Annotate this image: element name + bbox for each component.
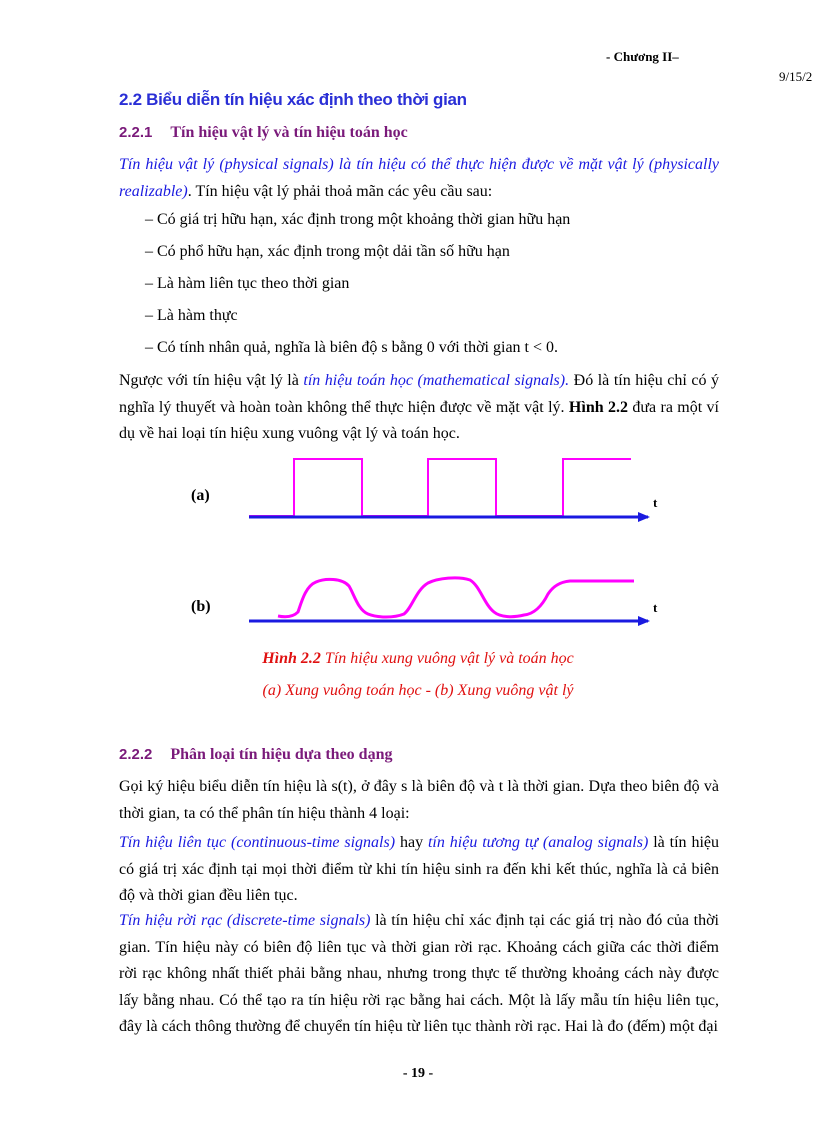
mathematical-signal-term: tín hiệu toán học (mathematical signals).: [303, 372, 570, 389]
bullet-item: – Có tính nhân quả, nghĩa là biên độ s bằng 0 với thời gian t < 0.: [145, 339, 559, 356]
date-header: 9/15/2: [779, 69, 813, 84]
intro-rest: . Tín hiệu vật lý phải thoả mãn các yêu cầu sau:: [187, 182, 493, 200]
continuous-signal-paragraph: Tín hiệu liên tục (continuous-time signals) hay tín hiệu tương tự (analog signals) là tín hiệu có giá trị xác định tại mọi thời điểm từ khi tín hiệu sinh ra đến khi kết thúc, nghĩa là cả biên độ và thời gian đều liên tục.: [119, 834, 720, 904]
chapter-header: - Chương II–: [606, 49, 679, 64]
subsection-heading-1: [119, 124, 408, 142]
comparison-paragraph: Ngược với tín hiệu vật lý là tín hiệu toán học (mathematical signals). Đó là tín hiệu chỉ có ý nghĩa lý thuyết và hoàn toàn không thể thực hiện được về mặt vật lý. Hình 2.2 đưa ra một ví dụ về hai loại tín hiệu xung vuông vật lý và toán học.: [119, 372, 720, 442]
subsection-heading-2: [119, 746, 392, 764]
figure-reference: Hình 2.2: [568, 398, 628, 416]
bullet-item: – Là hàm liên tục theo thời gian: [145, 275, 350, 292]
figure-2-2: [0, 450, 816, 650]
subsection-title: Tín hiệu vật lý và tín hiệu toán học: [170, 124, 408, 141]
label-a: (a): [191, 487, 210, 504]
figure-caption-line2: (a) Xung vuông toán học - (b) Xung vuông vật lý: [262, 682, 574, 699]
axis-label-t: t: [653, 600, 658, 615]
classification-paragraph: Gọi ký hiệu biểu diễn tín hiệu là s(t), ở đây s là biên độ và t là thời gian. Dựa theo biên độ và thời gian, ta có thể phân tín hiệu thành 4 loại:: [119, 778, 719, 822]
intro-paragraph: [119, 152, 719, 205]
subsection-number: 2.2.1: [119, 124, 153, 141]
discrete-signal-paragraph: Tín hiệu rời rạc (discrete-time signals) là tín hiệu chỉ xác định tại các giá trị nào đó của thời gian. Tín hiệu này có biên độ liên tục và thời gian rời rạc. Khoảng cách giữa các thời điểm rời rạc không nhất thiết phải bằng nhau, nhưng trong thực tế thường khoảng cách này được lấy bằng nhau. Có thể tạo ra tín hiệu rời rạc bằng hai cách. Một là lấy mẫu tín hiệu liên tục, đây là cách thông thường để chuyển tín hiệu từ liên tục thành rời rạc. Hai là đo (đếm) một đại: [119, 912, 719, 1035]
label-b: (b): [191, 598, 211, 615]
bullet-item: – Có phổ hữu hạn, xác định trong một dải tần số hữu hạn: [145, 243, 510, 260]
bullet-item: – Là hàm thực: [145, 307, 238, 324]
caption-label: Hình 2.2: [262, 650, 321, 667]
subsection-number: 2.2.2: [119, 746, 153, 763]
ideal-square-wave: [249, 459, 631, 516]
page-number: - 19 -: [402, 1066, 434, 1081]
signal-diagram: [0, 450, 816, 650]
physical-signal-definition: Tín hiệu vật lý (physical signals) là tín hiệu có thể thực hiện được về mặt vật lý (physically realizable): [119, 156, 719, 200]
physical-square-wave: [278, 578, 634, 617]
axis-label-t: t: [653, 495, 658, 510]
figure-caption: Hình 2.2 Tín hiệu xung vuông vật lý và toán học: [262, 650, 574, 667]
subsection-title: Phân loại tín hiệu dựa theo dạng: [170, 746, 393, 763]
section-title: 2.2 Biểu diễn tín hiệu xác định theo thời gian: [119, 90, 467, 109]
bullet-item: – Có giá trị hữu hạn, xác định trong một khoảng thời gian hữu hạn: [145, 211, 571, 228]
